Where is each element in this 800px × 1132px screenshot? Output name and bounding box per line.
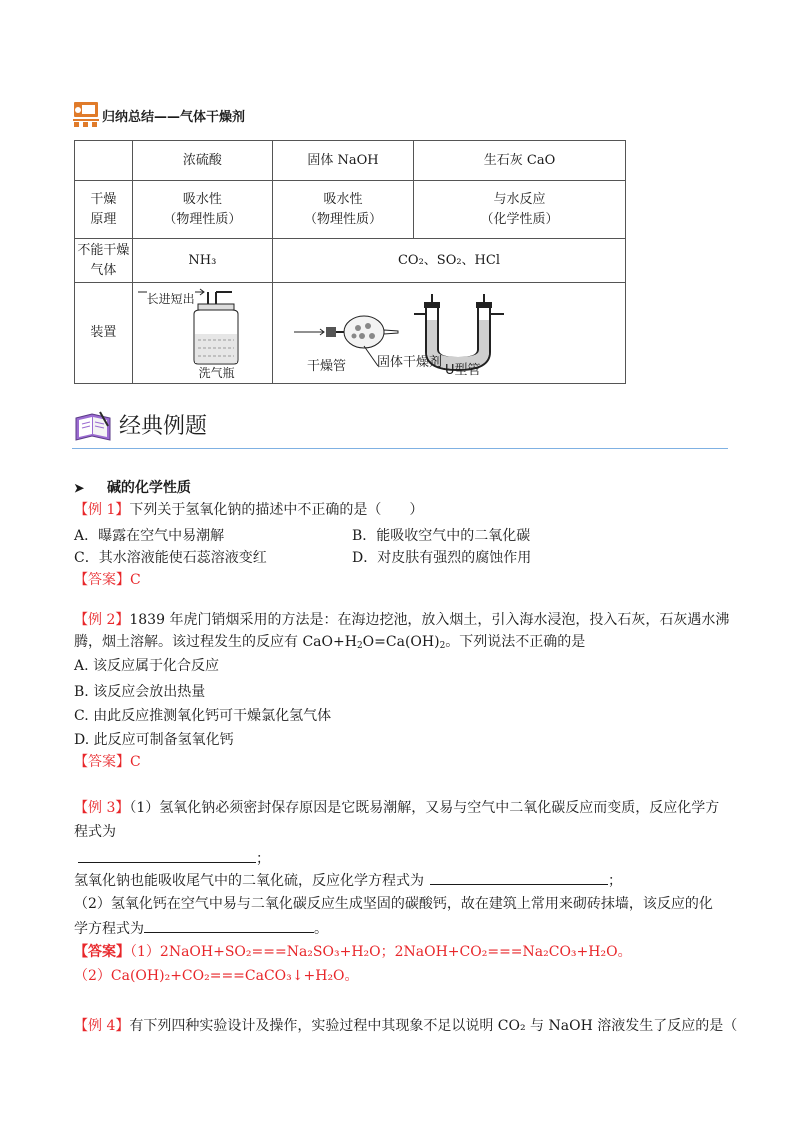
ex1-tag: 【例 1】: [74, 502, 130, 518]
summary-title: 归纳总结——气体干燥剂: [102, 110, 246, 125]
section-title: 经典例题: [119, 414, 208, 439]
device-dry-tubes: [272, 283, 625, 384]
ex2-option-a: A. 该反应属于化合反应: [74, 658, 220, 674]
ex2-option-c: C. 由此反应推测氧化钙可干燥氯化氢气体: [74, 708, 332, 724]
ex2-question-line1: 【例 2】1839 年虎门销烟采用的方法是：在海边挖池，放入烟土，引入海水浸泡，投入石灰，石灰遇水沸: [74, 612, 730, 628]
ex1-question: 【例 1】下列关于氢氧化钠的描述中不正确的是（ ）: [74, 502, 424, 518]
ex3-question-line5: （2）氢氧化钙在空气中易与二氧化碳反应生成坚固的碳酸钙，故在建筑上常用来砌砖抹墙，该反应的化: [74, 896, 713, 912]
ex2-tag: 【例 2】: [74, 612, 130, 628]
book-icon: [72, 408, 114, 444]
desiccant-table: [74, 140, 626, 384]
ex3-answer-line2: （2）Ca(OH)₂+CO₂===CaCO₃↓+H₂O。: [74, 968, 359, 984]
row-label-principle: 干燥 原理: [75, 181, 133, 239]
ex2-answer: 【答案】C: [74, 754, 141, 770]
ex4-question: 【例 4】有下列四种实验设计及操作，实验过程中其现象不足以说明 CO₂ 与 NaOH 溶液发生了反应的是（: [74, 1018, 738, 1034]
cannot-dry-nh3: NH₃: [132, 239, 272, 283]
ex2-option-d: D. 此反应可制备氢氧化钙: [74, 732, 234, 748]
ex3-question-line4: 氢氧化钠也能吸收尾气中的二氧化硫，反应化学方程式为 ；: [74, 870, 622, 891]
ex1-answer: 【答案】C: [74, 572, 141, 588]
ex3-blank-3: [144, 918, 314, 933]
label-wash-bottle: 洗气瓶: [198, 366, 235, 380]
col-header-sulfuric: 浓硫酸: [132, 141, 272, 181]
ex3-question-line1: 【例 3】（1）氢氧化钠必须密封保存原因是它既易潮解，又易与空气中二氧化碳反应而变质，反应化学方: [74, 800, 720, 816]
ex2-question-line2: 腾，烟土溶解。该过程发生的反应有 $CaO+H_2O=Ca(OH)_2$。下列说法不正确的是: [74, 634, 586, 651]
cannot-dry-acid-gases: CO₂、SO₂、HCl: [272, 239, 625, 283]
topic-title: 碱的化学性质: [106, 480, 191, 496]
ex4-tag: 【例 4】: [74, 1018, 130, 1034]
label-u-tube: U型管: [444, 363, 481, 378]
topic-heading: [74, 478, 191, 498]
section-divider: [72, 448, 728, 449]
principle-sulfuric: 吸水性 （物理性质）: [132, 181, 272, 239]
device-wash-bottle: [132, 283, 272, 384]
label-dry-tube: 干燥管: [306, 359, 346, 374]
ex3-question-line2: 程式为: [74, 824, 116, 840]
row-label-cannot-dry: 不能干燥 气体: [75, 239, 133, 283]
col-header-cao: 生石灰 CaO: [414, 141, 626, 181]
ex3-answer-line1: 【答案】（1）2NaOH+SO₂===Na₂SO₃+H₂O；2NaOH+CO₂===Na₂CO₃+H₂O。: [74, 944, 632, 960]
label-solid-desiccant: 固体干燥剂: [376, 355, 442, 370]
principle-cao: 与水反应 （化学性质）: [414, 181, 626, 239]
ex3-tag: 【例 3】: [74, 800, 130, 816]
ex1-option-c: C．其水溶液能使石蕊溶液变红: [74, 550, 267, 566]
ex2-option-b: B. 该反应会放出热量: [74, 684, 206, 700]
ex3-blank-1: ；: [78, 848, 270, 869]
summary-icon: [73, 101, 99, 127]
ex3-question-line6: 学方程式为 。: [74, 918, 328, 939]
ex1-option-b: B．能吸收空气中的二氧化碳: [352, 528, 531, 544]
arrow-icon: ➤: [74, 481, 85, 495]
ex3-blank-2: [430, 870, 608, 885]
col-header-naoh: 固体 NaOH: [272, 141, 413, 181]
ex1-option-d: D．对皮肤有强烈的腐蚀作用: [352, 550, 532, 566]
label-wash-in: 长进短出: [147, 289, 195, 309]
principle-naoh: 吸水性 （物理性质）: [272, 181, 413, 239]
ex1-option-a: A．曝露在空气中易潮解: [74, 528, 225, 544]
row-label-device: 装置: [75, 283, 133, 384]
corner-cell: [75, 141, 133, 181]
